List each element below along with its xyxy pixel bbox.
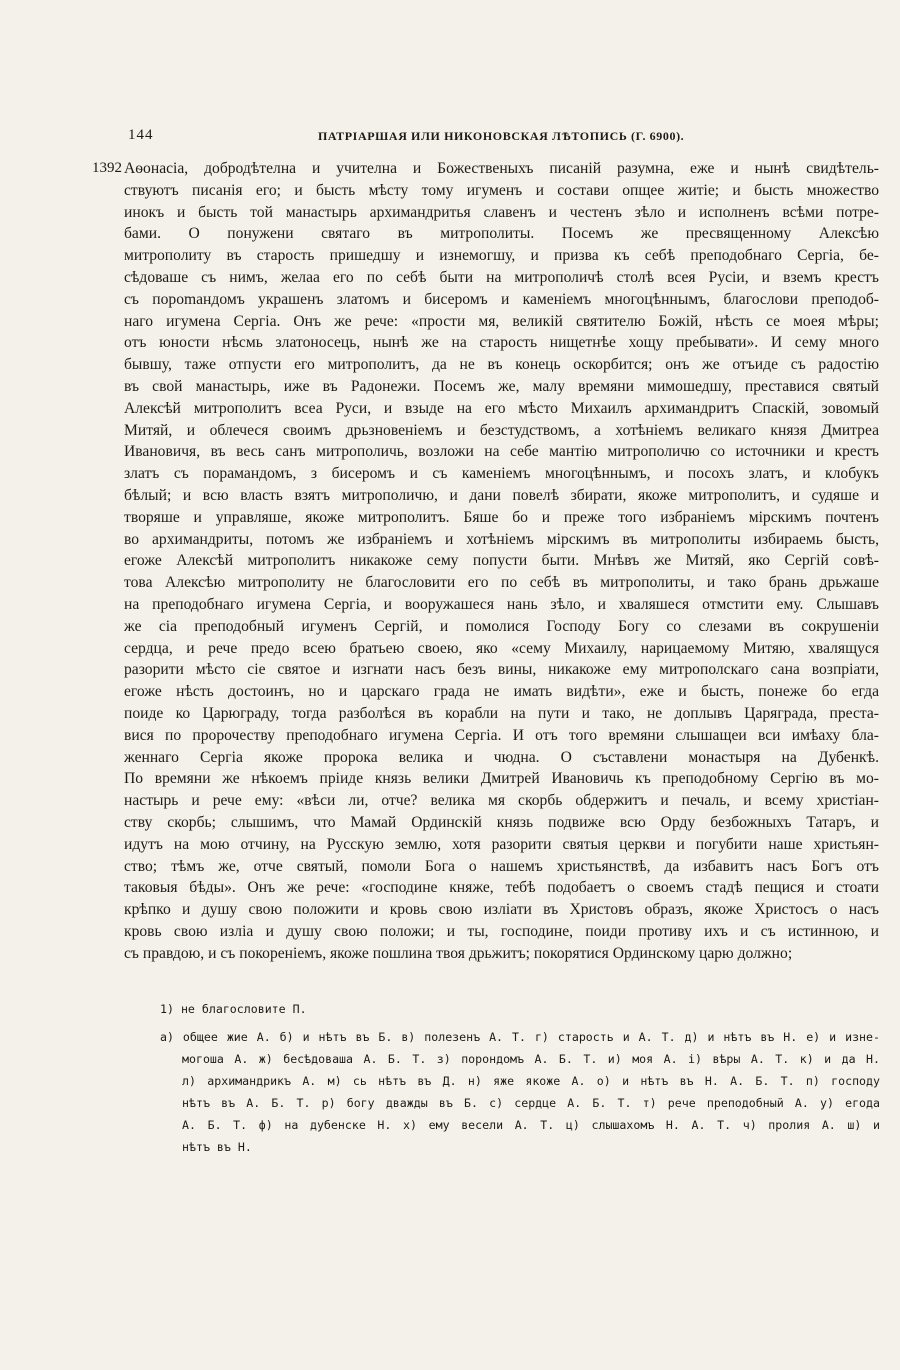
text-line: сердца, и рече предо всею братьею своею, яко «сему Михаилу, нарицаемому Митяю, хвалящуся [124,639,879,657]
page-header [128,127,828,149]
footnote-line: а) общее жие А. б) и нѣтъ въ Б. в) полезенъ А. Т. г) старость и А. Т. д) и нѣтъ въ Н. е) и изне- [160,1030,880,1044]
text-line: егоже Алексѣй митрополитъ никакоже сему попусти быти. Мнѣвъ же Митяй, яко Сергій совѣ- [124,552,879,570]
text-line: златъ съ порамандомъ, з бисеромъ и съ каменіемъ многоцѣннымъ, и посохъ златъ, и клобукъ [124,465,879,483]
text-line: сѣдоваше съ нимъ, желаа его по себѣ быти на митрополичѣ столѣ всея Русіи, и вземъ крестъ [124,268,879,286]
footnote-line: А. Б. Т. ф) на дубенске Н. х) ему весели А. Т. ц) слышахомъ Н. А. Т. ч) пролия А. ш) и [182,1118,880,1132]
text-line: съ правдою, и съ покореніемъ, якоже пошлина твоя дрьжитъ; покорятися Ординскому царю должно; [124,944,793,962]
text-line: кровь свою изліа и душу свою положи; и ты, господине, поиди противу ихъ и съ истинною, и [124,922,879,940]
text-line: По времяни же нѣкоемъ пріиде князь велики Дмитрей Ивановичь къ преподобному Сергію въ мо- [124,770,879,788]
text-line: инокъ и бысть той манастырь архимандритья славенъ и честенъ зѣло и исполненъ всѣми потре- [124,203,879,221]
footnote-line: могоша А. ж) бесѣдоваша А. Б. Т. з) порондомъ А. Б. Т. и) моя А. і) вѣры А. Т. к) и да Н. [182,1052,880,1066]
text-line: Алексѣй митрополитъ всеа Руси, и взыде на его мѣсто Михаилъ архимандритъ Спаскій, зовомый [124,399,879,417]
text-line: Ивановичя, въ весь санъ митрополичь, возложи на себе мантію митрополичю со источники и крестъ [124,443,879,461]
text-line: наго игумена Сергіа. Онъ же рече: «прости мя, великій святителю Божій, нѣсть се моея мѣры; [124,312,879,330]
chronicle-text [124,158,879,964]
text-line: егоже нѣсть достоинъ, но и царскаго града не имать видѣти», еже и бысть, понеже бо егда [124,683,879,701]
variant-readings [160,1026,880,1158]
text-line: ству скорбь; слышимъ, что Мамай Ординскій князь подвиже всю Орду безбожныхъ Татаръ, и [124,813,879,831]
text-line: во архимандриты, потомъ же избраніемъ и хотѣніемъ мірскимъ въ митрополиты избираемь бысть, [124,530,879,548]
text-line: това Алексѣю митрополиту не благословити его по себѣ въ митрополиты, и тако брань дрьжаше [124,574,879,592]
text-line: творяше и управляше, якоже митрополитъ. Бяше бо и преже того избраніемъ мірскимъ почтенъ [124,508,879,526]
text-line: ство; тѣмъ же, отче святый, помоли Бога о нашемъ христьянствѣ, да избавитъ насъ Богъ отъ [124,857,879,875]
page-number: 144 [128,127,154,143]
footnote-line: л) архимандрикъ А. м) сь нѣтъ въ Д. н) яже якоже А. о) и нѣтъ въ Н. А. Б. Т. п) господу [182,1074,880,1088]
text-line: вися по пророчеству преподобнаго игумена Сергіа. И отъ того времяни слышащеи вси имѣаху бла- [124,726,879,744]
text-line: съ пороmандомъ украшенъ златомъ и бисеромъ и каменіемъ многоцѣннымъ, благослови преподоб- [124,290,879,308]
text-line: Митяй, и облечеся своимъ дрьзновеніемъ и безстудствомъ, а хотѣніемъ великаго князя Дмитреа [124,421,879,439]
text-line: ствуютъ писанія его; и бысть мѣсту тому игуменъ и состави опщее житіе; и бысть множество [124,181,879,199]
text-line: отъ юности нѣсмь златоносець, нынѣ же на старость нищетнѣе хощу пребывати». И сему много [124,334,879,352]
text-line: на преподобнаго игумена Сергіа, и вооружашеся нань зѣло, и хваляшеся отмстити ему. Слышавъ [124,595,879,613]
text-line: таковыя бѣды». Онъ же рече: «господине княже, тебѣ подобаетъ о своемъ стадѣ пещися и стоати [124,879,879,897]
text-line: митрополиту въ старость пришедшу и изнемогшу, и призва къ себѣ преподобнаго Сергіа, бе- [124,247,879,265]
footnote-1: 1) не благословите П. [160,1002,307,1016]
text-line: крѣпко и душу свою положити и кровь свою изліати въ Христовъ образъ, якоже Христосъ о насъ [124,901,879,919]
footnote-line: нѣтъ въ А. Б. Т. р) богу дважды въ Б. с) сердце А. Б. Т. т) рече преподобный А. у) егода [182,1096,880,1110]
text-line: поиде ко Царюграду, тогда разболѣся въ корабли на пути и тако, не доплывъ Царяграда, преста- [124,704,879,722]
text-line: настырь и рече ему: «вѣси ли, отче? велика мя скорбь обдержитъ и печаль, и всему христіан- [124,792,879,810]
text-line: идутъ на мою отчину, на Русскую землю, хотя разорити святыя церкви и погубити наше христьян- [124,835,879,853]
margin-year: 1392 [92,160,122,176]
footnotes [160,998,880,1158]
text-line: же сіа преподобный игуменъ Сергій, и помолися Господу Богу со слезами въ сокрушеніи [124,617,879,635]
text-line: бывшу, таже отпусти его митрополитъ, да не въ конець оскорбится; онъ же отъиде съ радостію [124,356,879,374]
text-line: женнаго Сергіа якоже пророка велика и чюдна. О съставлени монастыря на Дубенкѣ. [124,748,879,766]
text-line: Аѳонасіа, добродѣтелна и учителна и Божественыхъ писаній разумна, еже и нынѣ свидѣтель- [124,160,879,177]
text-line: бами. О понужени святаго въ митрополиты. Посемъ же пресвященному Алексѣю [124,225,879,243]
text-line: бѣлый; и всю власть взятъ митрополичю, и дани повелѣ збирати, якоже митрополитъ, и судяше и [124,486,879,504]
footnote-line: нѣтъ въ Н. [182,1140,252,1154]
text-line: въ свой манастырь, иже въ Радонежи. Посемъ же, малу времяни мимошедшу, преставися святый [124,377,879,395]
running-title: ПАТРІАРШАЯ ИЛИ НИКОНОВСКАЯ ЛѢТОПИСЬ (Г. 6900). [318,129,685,143]
text-line: разорити мѣсто сіе святое и изгнати насъ безъ вины, никакоже ему митрополскаго сана возпріати, [124,661,879,679]
